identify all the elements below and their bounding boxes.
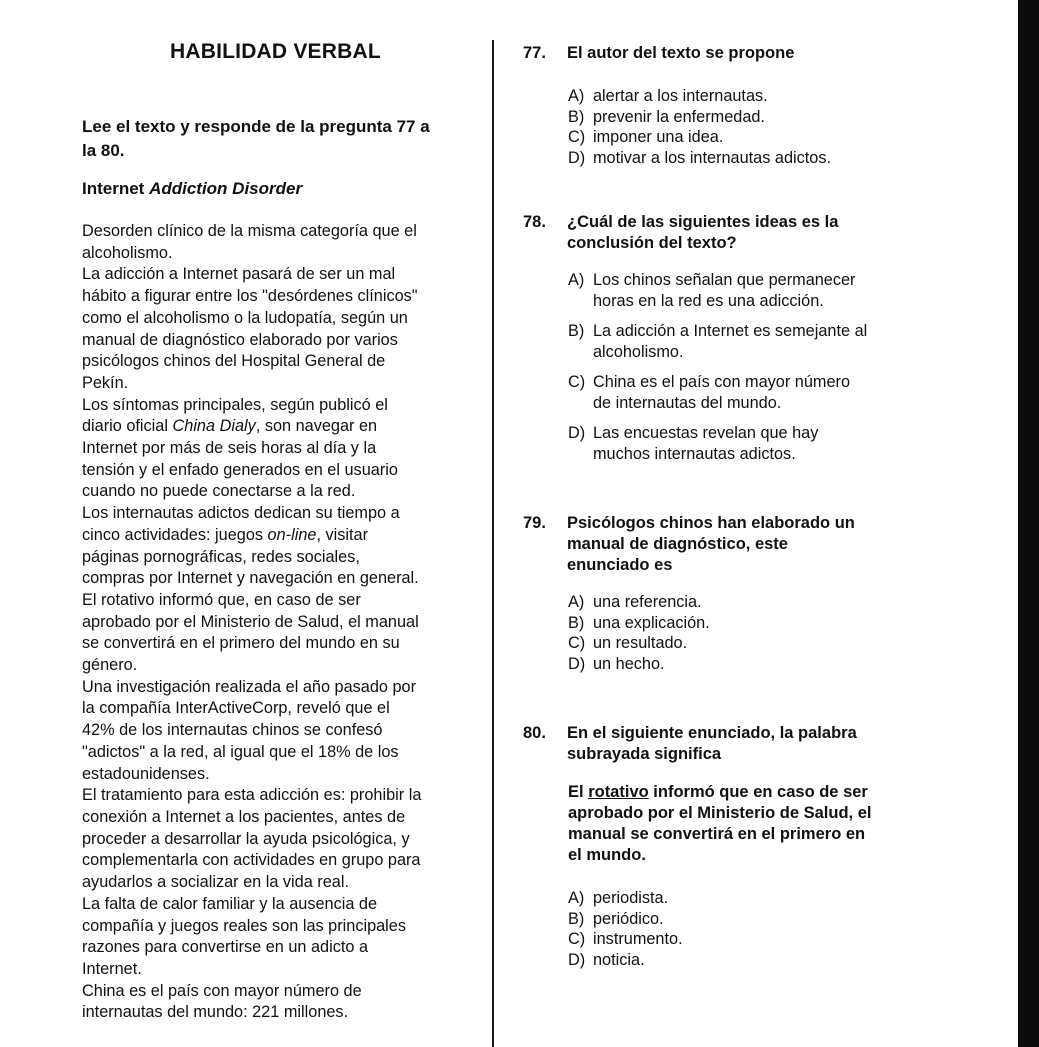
question-header [523,43,1013,64]
option-text-line: alcoholismo. [593,343,684,361]
article-line: 42% de los internautas chinos se confesó [82,721,383,740]
option-letter: B) [568,322,585,340]
question-stem-line: En el siguiente enunciado, la palabra [567,724,857,742]
article-line: manual de diagnóstico elaborado por varios [82,330,398,349]
option-text-line: un resultado. [593,634,688,653]
option-letter: C) [568,128,586,146]
option-text [593,592,702,613]
answer-options [568,270,1013,465]
question-number: 80. [523,724,546,742]
option-letter: C) [568,930,586,949]
question-79 [523,513,1013,675]
option-text [593,633,687,654]
article-line: razones para convertirse en un adicto a [82,938,368,957]
quoted-sentence-line: aprobado por el Ministerio de Salud, el [568,804,872,822]
article-line: conexión a Internet a los pacientes, antes de [82,807,406,826]
column-divider [492,40,494,1047]
question-number: 77. [523,44,546,62]
quoted-sentence-line [568,782,1013,803]
answer-option[interactable] [568,929,1013,950]
option-letter: C) [568,373,586,391]
question-78 [523,212,1013,465]
option-text [593,929,683,950]
option-text [593,148,831,169]
answer-option[interactable] [568,107,1013,128]
question-stem-line: enunciado es [567,556,673,574]
underlined-word: rotativo [588,783,649,801]
answer-option[interactable] [568,633,1013,654]
article-line: estadounidenses. [82,764,210,783]
article-line: El tratamiento para esta adicción es: prohibir la [82,786,422,805]
option-letter: C) [568,634,586,653]
option-text-line: periodista. [593,889,669,907]
option-text-line: periódico. [593,909,664,928]
option-text-line: noticia. [593,951,645,970]
option-letter: D) [568,424,586,442]
option-text-line: instrumento. [593,930,683,949]
article-line: ayudarlos a socializar en la vida real. [82,873,349,892]
option-text-line: de internautas del mundo. [593,394,782,412]
article-line: hábito a figurar entre los "desórdenes clínicos" [82,287,418,306]
article-line: Internet. [82,959,142,978]
quote-post: informó que en caso de ser [648,783,868,801]
answer-options [568,592,1013,675]
article-line: proceder a desarrollar la ayuda psicológica, y [82,829,410,848]
instruction-line: Lee el texto y responde de la pregunta 77 a [82,117,430,136]
answer-option[interactable] [568,270,1013,312]
answer-option[interactable] [568,592,1013,613]
option-letter: A) [568,593,585,611]
article-title-main: Internet [82,179,150,198]
option-text [593,909,664,930]
answer-option[interactable] [568,950,1013,971]
option-text-line: Los chinos señalan que permanecer [593,271,856,289]
question-77 [523,43,1013,168]
quoted-sentence-line: manual se convertirá en el primero en [568,825,866,843]
option-text-line: Las encuestas revelan que hay [593,424,819,442]
right-edge-bar [1018,0,1039,1047]
answer-option[interactable] [568,127,1013,148]
question-stem-line: El autor del texto se propone [567,44,795,62]
article-line: Los síntomas principales, según publicó el [82,395,388,414]
article-line: Los internautas adictos dedican su tiempo a [82,504,400,523]
option-text [593,127,723,148]
answer-option[interactable] [568,372,1013,414]
instruction [82,115,430,163]
question-stem-line: Psicólogos chinos han elaborado un [567,514,855,532]
option-text [593,372,850,414]
answer-option[interactable] [568,654,1013,675]
article-line: la compañía InterActiveCorp, reveló que el [82,699,390,718]
article-body [82,221,487,1024]
article-line: Pekín. [82,373,129,392]
article-line: cuando no puede conectarse a la red. [82,482,356,501]
article-line: aprobado por el Ministerio de Salud, el manual [82,612,419,631]
option-text-line: motivar a los internautas adictos. [593,148,832,167]
option-letter: D) [568,655,586,674]
instruction-line: la 80. [82,141,125,160]
article-line: compañía y juegos reales son las principales [82,916,406,935]
article-line: se convertirá en el primero del mundo en su [82,634,400,653]
option-text [593,950,645,971]
option-text-line: La adicción a Internet es semejante al [593,322,868,340]
article-title [82,179,302,199]
option-letter: B) [568,613,585,632]
question-stem-line: ¿Cuál de las siguientes ideas es la [567,213,839,231]
article-line: Una investigación realizada el año pasado por [82,677,416,696]
answer-options [568,888,1013,971]
article-line: psicólogos chinos del Hospital General de [82,352,386,371]
option-letter: A) [568,889,585,907]
option-text-line: China es el país con mayor número [593,373,851,391]
option-text-line: muchos internautas adictos. [593,445,796,463]
question-stem [567,212,838,254]
question-stem [567,723,857,765]
answer-option[interactable] [568,423,1013,465]
article-line: alcoholismo. [82,243,173,262]
question-header [523,212,1013,254]
option-text [593,107,765,128]
quote-pre: El [568,783,589,801]
option-letter: D) [568,148,586,167]
option-text [593,321,867,363]
answer-option[interactable] [568,148,1013,169]
question-number: 78. [523,213,546,231]
article-line: páginas pornográficas, redes sociales, [82,547,360,566]
article-line: Internet por más de seis horas al día y la [82,439,377,458]
article-line: Desorden clínico de la misma categoría que el [82,222,417,240]
question-number: 79. [523,514,546,532]
question-stem [567,513,855,576]
quoted-sentence [568,782,1013,866]
article-line: tensión y el enfado generados en el usuario [82,460,398,479]
question-stem [567,43,794,64]
page-title: HABILIDAD VERBAL [170,40,381,63]
article-line: compras por Internet y navegación en general. [82,569,419,588]
option-letter: B) [568,909,585,928]
option-text [593,86,768,107]
option-letter: D) [568,951,586,970]
article-line: complementarla con actividades en grupo para [82,851,421,870]
article-line: La adicción a Internet pasará de ser un mal [82,265,396,284]
article-title-italic: Addiction Disorder [149,179,303,198]
article-line: "adictos" a la red, al igual que el 18% de los [82,742,399,761]
option-text-line: prevenir la enfermedad. [593,107,765,126]
option-text [593,654,665,675]
article-line: El rotativo informó que, en caso de ser [82,590,361,609]
answer-option[interactable] [568,321,1013,363]
question-stem-line: conclusión del texto? [567,234,737,252]
question-header [523,723,1013,765]
option-text-line: una referencia. [593,593,702,611]
option-text-line: un hecho. [593,655,665,674]
article-line: La falta de calor familiar y la ausencia de [82,894,378,913]
option-letter: A) [568,87,585,105]
article-line: internautas del mundo: 221 millones. [82,1003,349,1022]
question-80 [523,723,1013,971]
quoted-sentence-line: el mundo. [568,846,646,864]
answer-option[interactable] [568,86,1013,107]
option-letter: B) [568,107,585,126]
option-text-line: imponer una idea. [593,128,724,146]
option-text-line: alertar a los internautas. [593,87,768,105]
option-text [593,270,855,312]
option-text-line: una explicación. [593,613,710,632]
answer-option[interactable] [568,909,1013,930]
article-line: diario oficial China Dialy, son navegar en [82,417,378,436]
article-line: cinco actividades: juegos on-line, visitar [82,525,369,544]
question-header [523,513,1013,576]
answer-option[interactable] [568,888,1013,909]
question-stem-line: manual de diagnóstico, este [567,535,788,553]
option-text [593,423,818,465]
option-letter: A) [568,271,585,289]
question-stem-line: subrayada significa [567,745,722,763]
option-text [593,888,668,909]
answer-option[interactable] [568,613,1013,634]
answer-options [568,86,1013,168]
option-text-line: horas en la red es una adicción. [593,292,824,310]
option-text [593,613,710,634]
article-line: como el alcoholismo o la ludopatía, según un [82,308,408,327]
article-line: China es el país con mayor número de [82,981,362,1000]
article-line: género. [82,656,138,675]
